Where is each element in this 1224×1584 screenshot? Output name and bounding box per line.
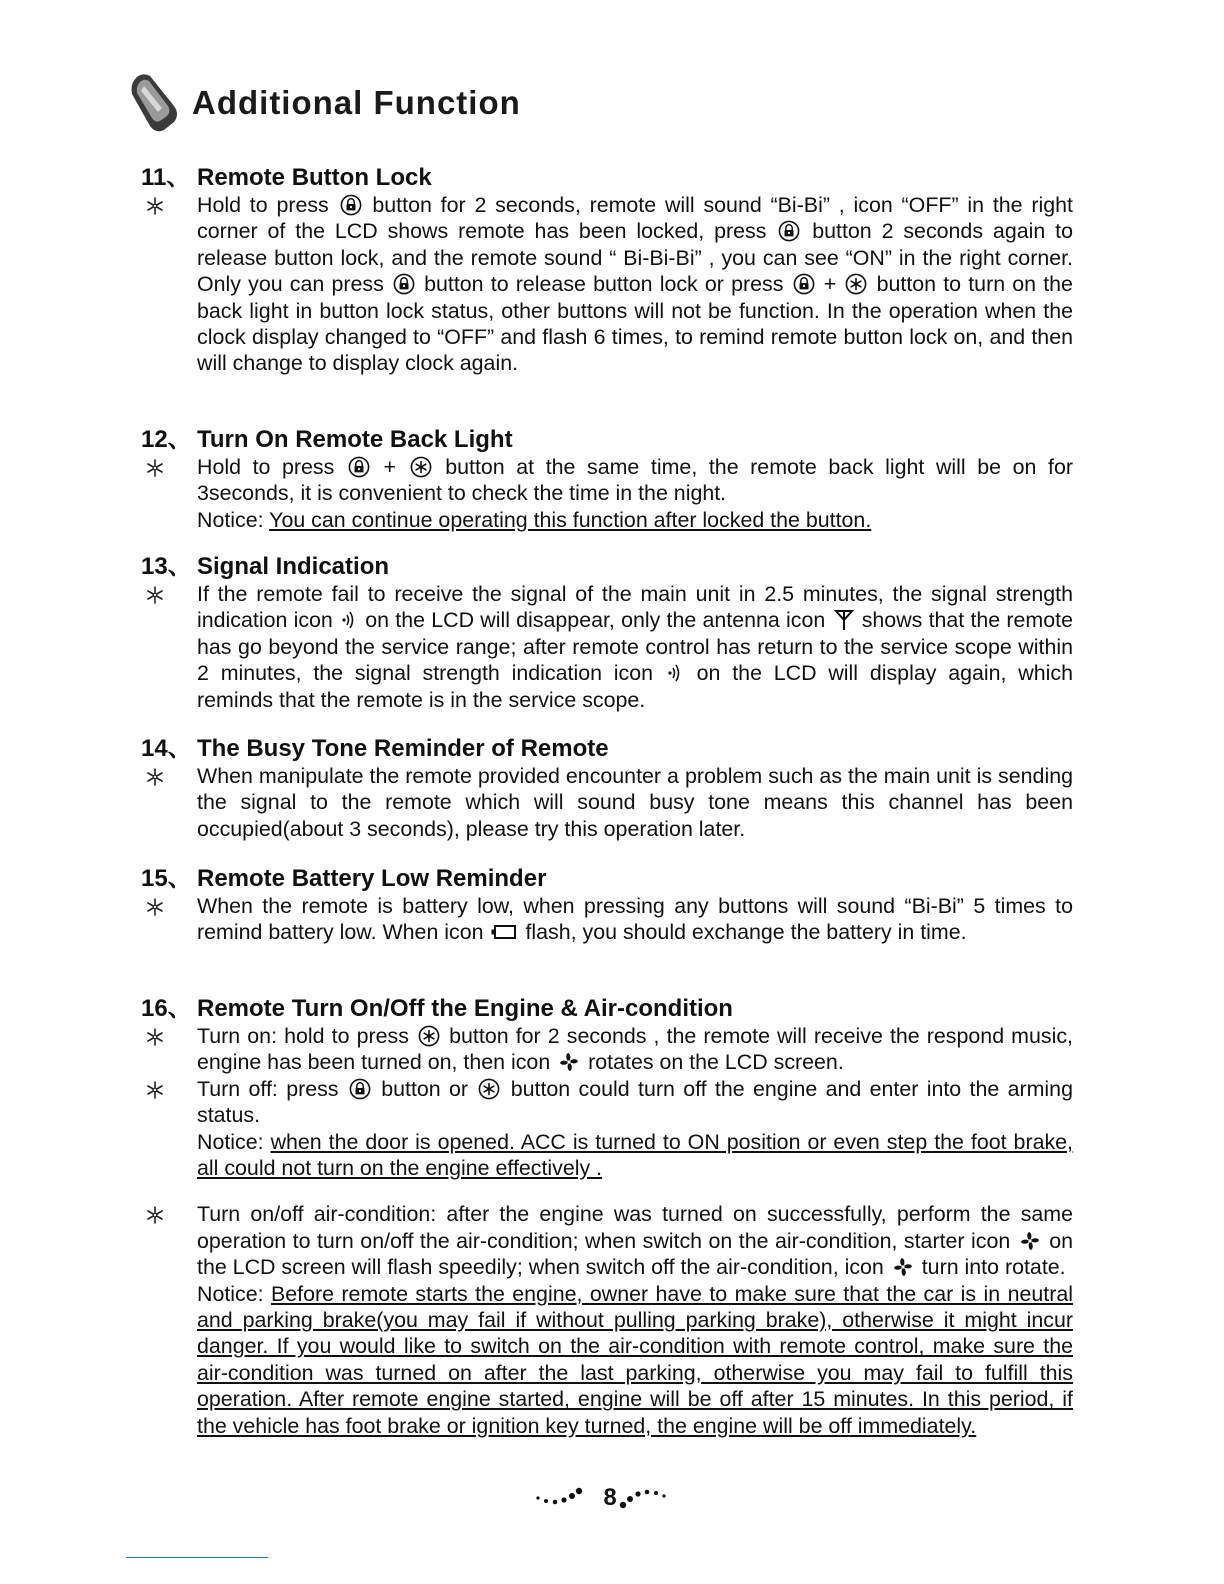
item-text: Hold to press bbox=[197, 193, 329, 217]
remote-control-icon bbox=[128, 72, 184, 134]
list-item bbox=[141, 893, 1073, 946]
list-item bbox=[141, 581, 1073, 713]
light-button-icon bbox=[478, 1078, 500, 1100]
section-heading bbox=[141, 164, 1073, 192]
section-heading bbox=[141, 995, 1073, 1023]
section-title: Turn On Remote Back Light bbox=[197, 426, 513, 453]
light-button-icon bbox=[410, 456, 432, 478]
notice-label: Notice: bbox=[197, 507, 264, 532]
item-text: on the LCD will disappear, only the antenna icon bbox=[365, 608, 826, 633]
notice-label: Notice: bbox=[197, 1129, 264, 1154]
section-title: Remote Turn On/Off the Engine & Air-condition bbox=[197, 995, 733, 1022]
asterisk-bullet-icon bbox=[145, 458, 165, 478]
section-number: 14、 bbox=[141, 735, 192, 762]
asterisk-bullet-icon bbox=[145, 767, 165, 787]
item-text: button for 2 seconds, remote will sound “Bi-Bi” , icon “OFF” in the right corner of the LCD shows remote has been locked, press bbox=[197, 193, 1073, 244]
section-title: The Busy Tone Reminder of Remote bbox=[197, 735, 609, 762]
section-title: Remote Battery Low Reminder bbox=[197, 865, 547, 892]
asterisk-bullet-icon bbox=[145, 1027, 165, 1047]
page-number bbox=[530, 1482, 690, 1514]
item-text: button to turn on the back light in button lock status, other buttons will not be function. In the operation when the clock display changed to “OFF” and flash 6 times, to remind remote button lock on, and then will change to display clock again. bbox=[197, 272, 1073, 376]
item-text: button or bbox=[381, 1076, 469, 1101]
fan-icon bbox=[1019, 1230, 1041, 1252]
asterisk-bullet-icon bbox=[145, 1080, 165, 1100]
page-number-text: 8 bbox=[603, 1484, 617, 1511]
antenna-icon bbox=[834, 609, 854, 631]
section-title: Remote Button Lock bbox=[197, 164, 432, 191]
notice bbox=[141, 507, 1073, 533]
lock-button-icon bbox=[349, 1078, 371, 1100]
item-text: button for 2 seconds , the remote will receive the respond music, engine has been turned on, then icon bbox=[197, 1024, 1073, 1075]
list-item bbox=[141, 1201, 1073, 1280]
lock-button-icon bbox=[393, 273, 415, 295]
section-15 bbox=[141, 865, 1073, 946]
footer-divider bbox=[126, 1557, 268, 1558]
item-text: When manipulate the remote provided encounter a problem such as the main unit is sending the signal to the remote which will sound busy tone means this channel has been occupied(about 3 seconds), please try this operation later. bbox=[197, 764, 1073, 841]
notice-label: Notice: bbox=[197, 1281, 264, 1306]
section-heading bbox=[141, 426, 1073, 454]
section-14 bbox=[141, 735, 1073, 842]
item-text: button 2 seconds again to release button lock, and the remote sound “ Bi-Bi-Bi” , you can see “ON” in the right corner. Only you can press bbox=[197, 219, 1073, 297]
item-text: button could turn off the engine and enter into the arming status. bbox=[197, 1076, 1073, 1128]
battery-low-icon bbox=[491, 924, 517, 940]
section-13 bbox=[141, 553, 1073, 713]
asterisk-bullet-icon bbox=[145, 1205, 165, 1225]
fan-icon bbox=[558, 1051, 580, 1073]
item-text: turn into rotate. bbox=[921, 1255, 1066, 1280]
lock-button-icon bbox=[340, 194, 362, 216]
section-heading bbox=[141, 553, 1073, 581]
item-text: on the LCD will display again, which reminds that the remote is in the service scope. bbox=[197, 661, 1073, 712]
lock-button-icon bbox=[348, 456, 370, 478]
section-heading bbox=[141, 735, 1073, 763]
light-button-icon bbox=[845, 273, 867, 295]
list-item bbox=[141, 192, 1073, 377]
notice-text: when the door is opened. ACC is turned to ON position or even step the foot brake, all could not turn on the engine effectively . bbox=[197, 1129, 1073, 1181]
notice-text: Before remote starts the engine, owner have to make sure that the car is in neutral and parking brake(you may fail if without pulling parking brake), otherwise it might incur danger. If you would like to switch on the air-condition with remote control, make sure the air-condition was turned on after the last parking, otherwise you may fail to fulfill this operation. After remote engine started, engine will be off after 15 minutes. In this period, if the vehicle has foot brake or ignition key turned, the engine will be off immediately. bbox=[197, 1281, 1073, 1438]
item-text: + bbox=[823, 272, 837, 297]
notice bbox=[141, 1129, 1073, 1182]
fan-icon bbox=[892, 1256, 914, 1278]
section-16 bbox=[141, 995, 1073, 1439]
lock-button-icon bbox=[793, 273, 815, 295]
list-item bbox=[141, 454, 1073, 507]
section-number: 13、 bbox=[141, 553, 192, 580]
item-text: button to release button lock or press bbox=[424, 272, 784, 297]
item-text: shows that the remote has go beyond the service range; after remote control has return to the service scope within 2 minutes, the signal strength indication icon bbox=[197, 608, 1073, 686]
notice bbox=[141, 1281, 1073, 1439]
list-item bbox=[141, 1076, 1073, 1129]
asterisk-bullet-icon bbox=[145, 897, 165, 917]
item-text: If the remote fail to receive the signal of the main unit in 2.5 minutes, the signal strength indication icon bbox=[197, 582, 1073, 633]
item-text: When the remote is battery low, when pressing any buttons will sound “Bi-Bi” 5 times to remind battery low. When icon bbox=[197, 894, 1073, 945]
light-button-icon bbox=[418, 1025, 440, 1047]
section-title: Signal Indication bbox=[197, 553, 390, 580]
list-item bbox=[141, 1023, 1073, 1076]
asterisk-bullet-icon bbox=[145, 585, 165, 605]
section-number: 16、 bbox=[141, 995, 192, 1022]
item-text: Turn off: press bbox=[197, 1076, 339, 1101]
asterisk-bullet-icon bbox=[145, 196, 165, 216]
item-text: + bbox=[383, 455, 397, 479]
signal-strength-icon bbox=[667, 662, 683, 684]
section-12 bbox=[141, 426, 1073, 533]
item-text: Turn on: hold to press bbox=[197, 1024, 409, 1048]
signal-strength-icon bbox=[341, 609, 357, 631]
item-text: on the LCD screen will flash speedily; when switch off the air-condition, icon bbox=[197, 1228, 1073, 1280]
section-11 bbox=[141, 164, 1073, 377]
section-number: 11、 bbox=[141, 164, 191, 191]
page-header bbox=[128, 70, 521, 136]
item-text: flash, you should exchange the battery in time. bbox=[525, 920, 967, 945]
section-number: 12、 bbox=[141, 426, 192, 453]
item-text: rotates on the LCD screen. bbox=[588, 1050, 844, 1075]
section-heading bbox=[141, 865, 1073, 893]
item-text: Turn on/off air-condition: after the engine was turned on successfully, perform the same operation to turn on/off the air-condition; when switch on the air-condition, starter icon bbox=[197, 1202, 1073, 1253]
lock-button-icon bbox=[778, 220, 800, 242]
item-text: button at the same time, the remote back light will be on for 3seconds, it is convenient to check the time in the night. bbox=[197, 455, 1073, 506]
list-item bbox=[141, 763, 1073, 842]
section-number: 15、 bbox=[141, 865, 192, 892]
item-text: Hold to press bbox=[197, 455, 335, 479]
notice-text: You can continue operating this function after locked the button. bbox=[269, 507, 872, 532]
page-title: Additional Function bbox=[192, 84, 521, 121]
